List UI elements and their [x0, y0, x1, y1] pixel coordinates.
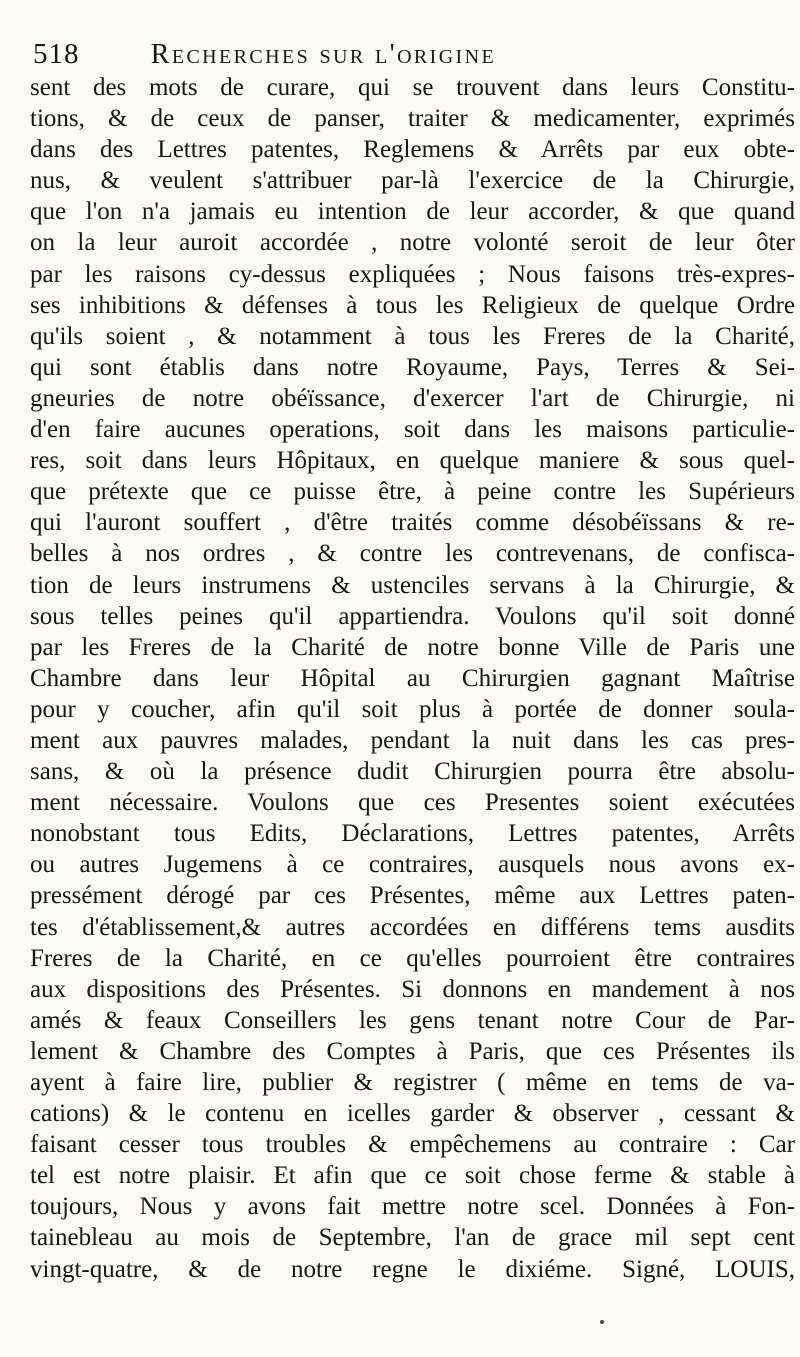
text-line: res, soit dans leurs Hôpitaux, en quelque maniere & sous quel- — [30, 447, 795, 475]
text-line: pressément dérogé par ces Présentes, même aux Lettres paten- — [30, 882, 795, 910]
text-line: tions, & de ceux de panser, traiter & medicamenter, exprimés — [30, 105, 795, 133]
text-line: aux dispositions des Présentes. Si donnons en mandement à nos — [30, 975, 795, 1003]
text-line: tion de leurs instrumens & ustenciles servans à la Chirurgie, & — [30, 571, 795, 599]
text-line: toujours, Nous y avons fait mettre notre scel. Données à Fon- — [30, 1193, 795, 1221]
text-line: qu'ils soient , & notamment à tous les Freres de la Charité, — [30, 322, 795, 350]
text-line: ses inhibitions & défenses à tous les Religieux de quelque Ordre — [30, 291, 795, 319]
text-line: qui sont établis dans notre Royaume, Pays, Terres & Sei- — [30, 353, 795, 381]
text-line: on la leur auroit accordée , notre volonté seroit de leur ôter — [30, 229, 795, 257]
text-line: ment aux pauvres malades, pendant la nuit dans les cas pres- — [30, 726, 795, 754]
text-line: par les raisons cy-dessus expliquées ; Nous faisons très-expres- — [30, 260, 795, 288]
text-line: sent des mots de curare, qui se trouvent dans leurs Constitu- — [30, 74, 795, 101]
text-line: pour y coucher, afin qu'il soit plus à portée de donner soula- — [30, 695, 795, 723]
text-line: sous telles peines qu'il appartiendra. Voulons qu'il soit donné — [30, 602, 795, 630]
text-line: amés & feaux Conseillers les gens tenant notre Cour de Par- — [30, 1006, 795, 1034]
text-line: tel est notre plaisir. Et afin que ce soit chose ferme & stable à — [30, 1162, 795, 1190]
text-line: Freres de la Charité, en ce qu'elles pourroient être contraires — [30, 944, 795, 972]
text-line: tainebleau au mois de Septembre, l'an de grace mil sept cent — [30, 1224, 795, 1252]
text-line: que l'on n'a jamais eu intention de leur accorder, & que quand — [30, 198, 795, 226]
text-line: ou autres Jugemens à ce contraires, ausquels nous avons ex- — [30, 851, 795, 879]
text-line: lement & Chambre des Comptes à Paris, que ces Présentes ils — [30, 1037, 795, 1065]
text-line: Chambre dans leur Hôpital au Chirurgien gagnant Maîtrise — [30, 664, 795, 692]
body-text — [30, 72, 795, 1285]
text-line: sans, & où la présence dudit Chirurgien pourra être absolu- — [30, 758, 795, 786]
page-number: 518 — [33, 38, 80, 70]
text-line: dans des Lettres patentes, Reglemens & Arrêts par eux obte- — [30, 136, 795, 164]
text-line: tes d'établissement,& autres accordées en différens tems ausdits — [30, 913, 795, 941]
text-line: que prétexte que ce puisse être, à peine contre les Supérieurs — [30, 478, 795, 506]
text-line: ment nécessaire. Voulons que ces Presentes soient exécutées — [30, 789, 795, 817]
text-line: par les Freres de la Charité de notre bonne Ville de Paris une — [30, 633, 795, 661]
ink-speck — [600, 1320, 604, 1324]
text-line: qui l'auront souffert , d'être traités comme désobéïssans & re- — [30, 509, 795, 537]
running-title: Recherches sur l'origine — [150, 39, 497, 70]
text-line: nonobstant tous Edits, Déclarations, Lettres patentes, Arrêts — [30, 820, 795, 848]
text-line: nus, & veulent s'attribuer par-là l'exercice de la Chirurgie, — [30, 167, 795, 195]
text-line: vingt-quatre, & de notre regne le dixiéme. Signé, LOUIS, — [30, 1255, 795, 1283]
text-line: belles à nos ordres , & contre les contrevenans, de confisca- — [30, 540, 795, 568]
text-line: cations) & le contenu en icelles garder & observer , cessant & — [30, 1100, 795, 1128]
text-line: d'en faire aucunes operations, soit dans les maisons particulie- — [30, 416, 795, 444]
text-line: faisant cesser tous troubles & empêchemens au contraire : Car — [30, 1131, 795, 1159]
text-line: ayent à faire lire, publier & registrer ( même en tems de va- — [30, 1069, 795, 1096]
text-line: gneuries de notre obéïssance, d'exercer l'art de Chirurgie, ni — [30, 384, 795, 412]
running-head — [33, 34, 673, 74]
